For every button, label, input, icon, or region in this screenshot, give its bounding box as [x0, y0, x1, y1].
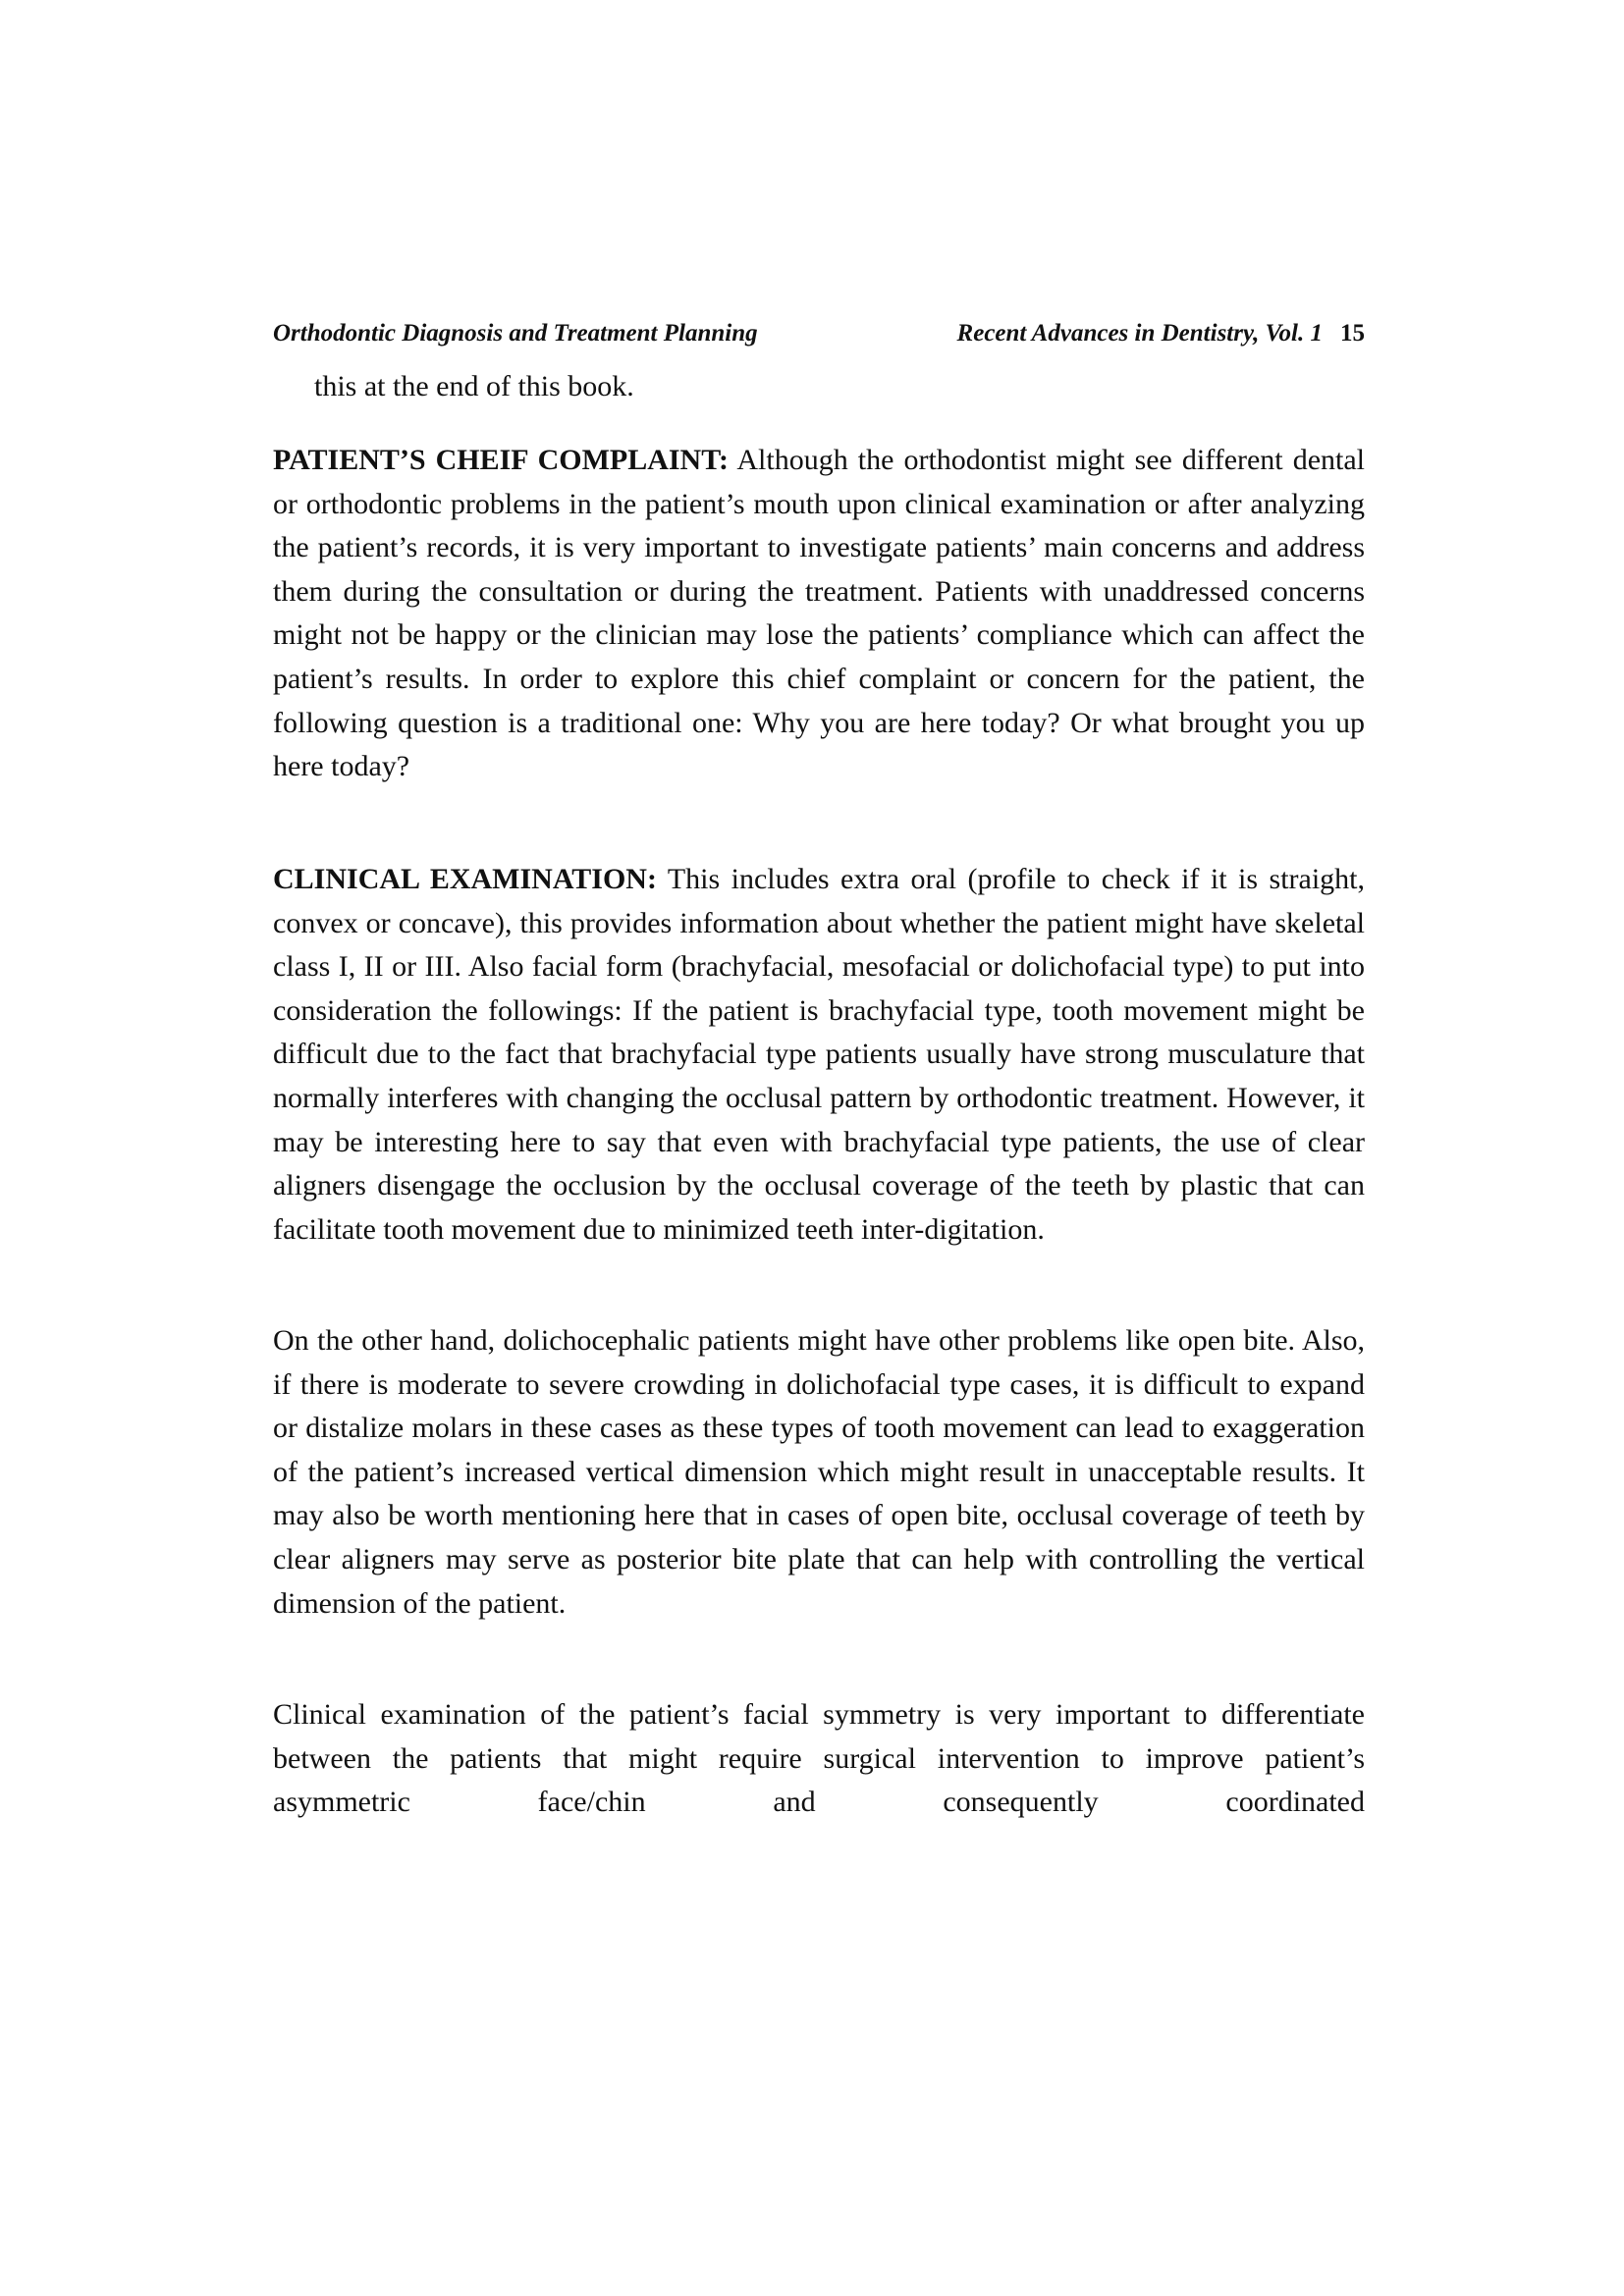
paragraph-text: Clinical examination of the patient’s facial symmetry is very important to differentiate between the patients that might require surgical intervention to improve patient’s asymmetric face/chin and consequently coordinated [273, 1698, 1365, 1819]
running-header [273, 316, 1365, 351]
paragraph-text: This includes extra oral (profile to check if it is straight, convex or concave), this provides information about whether the patient might have skeletal class I, II or III. Also facial form (brachyfacial, mesofacial or dolichofacial type) to put into consideration the followings: If the patient is brachyfacial type, tooth movement might be difficult due to the fact that brachyfacial type patients usually have strong musculature that normally interferes with changing the occlusal pattern by orthodontic treatment. However, it may be interesting here to say that even with brachyfacial type patients, the use of clear aligners disengage the occlusion by the occlusal coverage of the teeth by plastic that can facilitate tooth movement due to minimized teeth inter-digitation. [273, 863, 1366, 1246]
page-number: 15 [1340, 320, 1365, 347]
paragraph-facial-symmetry [273, 1693, 1365, 1825]
paragraph [273, 858, 1365, 1252]
paragraph [273, 439, 1365, 789]
chapter-title: Orthodontic Diagnosis and Treatment Planning [273, 320, 758, 347]
book-title-and-page [957, 316, 1365, 351]
paragraph-dolichocephalic [273, 1319, 1365, 1626]
section-heading: PATIENT’S CHEIF COMPLAINT: [273, 444, 729, 476]
section-heading: CLINICAL EXAMINATION: [273, 863, 657, 895]
book-title: Recent Advances in Dentistry, Vol. 1 [956, 320, 1323, 347]
paragraph-text: Although the orthodontist might see different dental or orthodontic problems in the patient’s mouth upon clinical examination or after analyzing the patient’s records, it is very important to investigate patients’ main concerns and address them during the consultation or during the treatment. Patients with unaddressed concerns might not be happy or the clinician may lose the patients’ compliance which can affect the patient’s results. In order to explore this chief complaint or concern for the patient, the following question is a traditional one: Why you are here today? Or what brought you up here today? [273, 444, 1365, 783]
paragraph-text: On the other hand, dolichocephalic patients might have other problems like open bite. Also, if there is moderate to severe crowding in dolichofacial type cases, it is difficult to expand or distalize molars in these cases as these types of tooth movement can lead to exaggeration of the patient’s increased vertical dimension which might result in unacceptable results. It may also be worth mentioning here that in cases of open bite, occlusal coverage of teeth by clear aligners may serve as posterior bite plate that can help with controlling the vertical dimension of the patient. [273, 1324, 1365, 1620]
section-chief-complaint [273, 439, 1365, 789]
section-clinical-examination [273, 858, 1365, 1252]
continuation-line: this at the end of this book. [314, 370, 634, 402]
continuation-text [314, 365, 1365, 409]
